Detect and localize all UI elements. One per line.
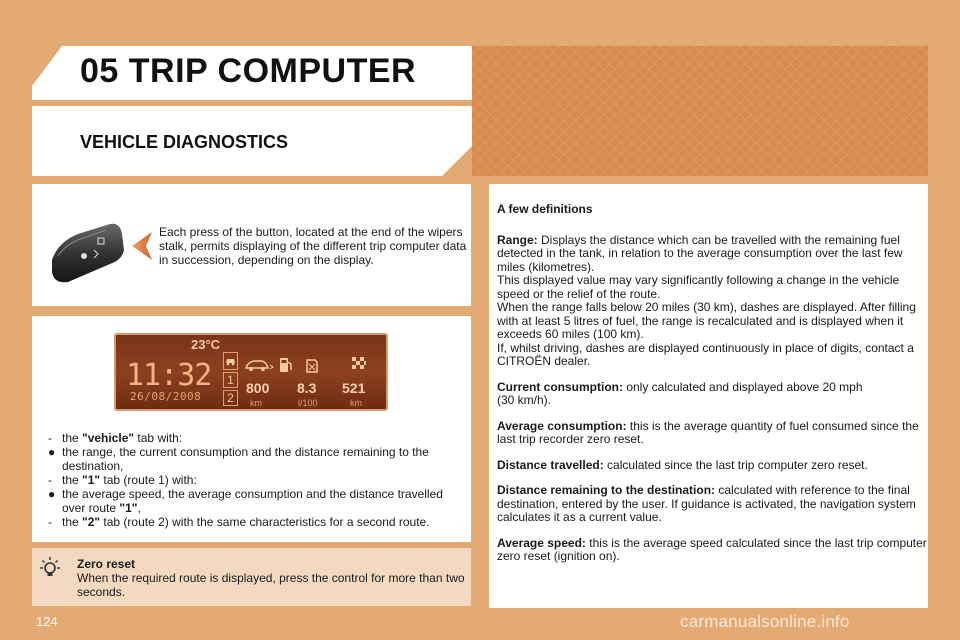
definition-average-consumption: Average consumption: this is the average quantity of fuel consumed since the last trip recorder zero reset. <box>497 418 919 446</box>
press-arrow-icon <box>132 232 152 260</box>
temperature-readout: 23°C <box>191 337 221 352</box>
clock-readout: 11:32 <box>126 358 212 393</box>
list-item: ● the average speed, the average consumption and the distance travelled over route "1", <box>48 487 443 515</box>
range-car-icon <box>244 356 276 374</box>
range-unit: km <box>250 398 262 408</box>
list-item: - the "vehicle" tab with: <box>48 431 183 445</box>
definition-distance-travelled: Distance travelled: calculated since the last trip computer zero reset. <box>497 457 868 472</box>
tab-description-list <box>44 431 464 529</box>
watermark: carmanualsonline.info <box>680 612 850 631</box>
zero-reset-note <box>77 557 469 599</box>
tab-route-1: 1 <box>223 372 238 388</box>
range-value: 800 <box>246 380 270 396</box>
definition-current-consumption: Current consumption: only calculated and displayed above 20 mph (30 km/h). <box>497 379 863 407</box>
section-title: VEHICLE DIAGNOSTICS <box>80 132 289 152</box>
tip-lightbulb-icon <box>36 555 64 583</box>
vehicle-tab-icon <box>223 352 238 370</box>
stalk-description: Each press of the button, located at the end of the wipers stalk, permits displaying of the different trip computer data in succession, depending on the display. <box>159 225 467 267</box>
list-item: - the "2" tab (route 2) with the same characteristics for a second route. <box>48 515 430 529</box>
definition-range: Range: Displays the distance which can be travelled with the remaining fuel detected in the tank, in relation to the average consumption over the last few miles (kilometres). This displayed value may vary significantly following a change in the vehicle speed or the relief of the route. When the range falls below 20 miles (30 km), dashes are displayed. After filling with at least 5 litres of fuel, the range is recalculated and is displayed when it exceeds 60 miles (100 km). If, whilst driving, dashes are displayed continuously in place of digits, contact a CITROËN dealer. <box>497 232 916 368</box>
destination-flag-icon <box>350 355 368 373</box>
definition-average-speed: Average speed: this is the average speed calculated since the last trip computer zero reset (ignition on). <box>497 535 927 563</box>
zero-reset-text: When the required route is displayed, press the control for more than two seconds. <box>77 571 465 599</box>
header-stripe-pattern <box>472 46 928 176</box>
consumption-unit: l/100 <box>298 398 318 408</box>
definitions-text <box>497 203 927 576</box>
wiper-stalk-illustration <box>48 220 154 286</box>
chapter-title: 05 TRIP COMPUTER <box>80 52 417 90</box>
distance-unit: km <box>350 398 362 408</box>
zero-reset-title: Zero reset <box>77 557 136 571</box>
list-item: - the "1" tab (route 1) with: <box>48 473 197 487</box>
distance-value: 521 <box>342 380 366 396</box>
stalk-button-icon <box>81 253 87 259</box>
definition-distance-remaining: Distance remaining to the destination: calculated with reference to the final destination, entered by the user. If guidance is activated, the navigation system calculates it as a current value. <box>497 483 916 524</box>
definitions-heading: A few definitions <box>497 202 593 216</box>
fuel-pump-icon <box>278 356 294 374</box>
fuel-can-icon <box>304 356 320 374</box>
page-number: 124 <box>36 614 58 629</box>
date-readout: 26/08/2008 <box>130 390 202 403</box>
list-item: ● the range, the current consumption and the distance remaining to the destination, <box>48 445 429 473</box>
tab-route-2: 2 <box>223 390 238 406</box>
consumption-value: 8.3 <box>297 380 317 396</box>
